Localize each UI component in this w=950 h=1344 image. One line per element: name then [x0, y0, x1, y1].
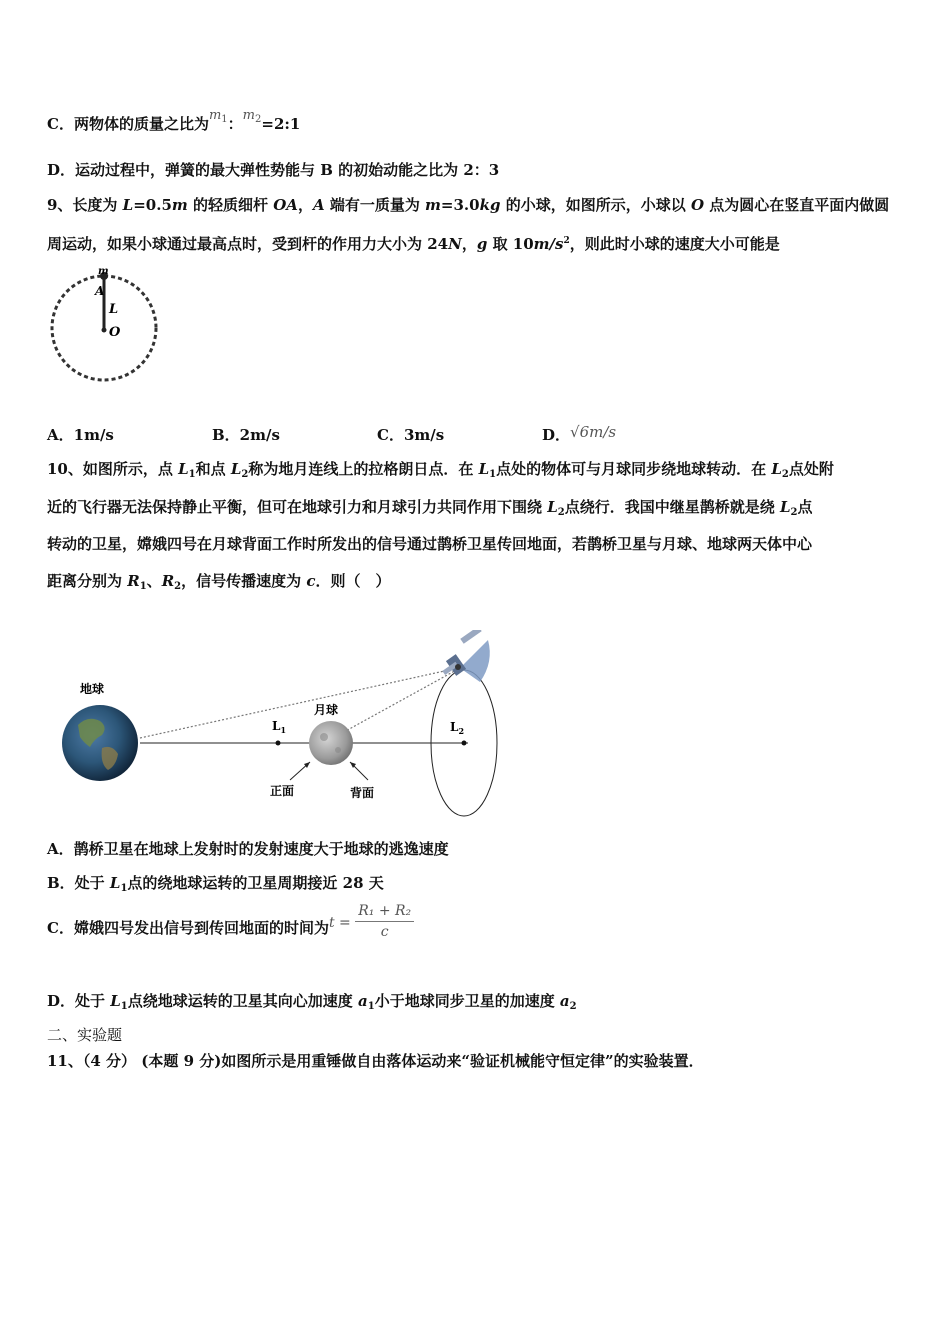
- moon: [309, 721, 353, 765]
- q10-stem-line2: 近的飞行器无法保持静止平衡，但可在地球引力和月球引力共同作用下围绕 $L_2$点绕行．我国中继星鹊桥就是绕 $L_2$点: [47, 498, 813, 518]
- q10-option-a: A．鹊桥卫星在地球上发射时的发射速度大于地球的逃逸速度: [47, 840, 449, 858]
- q9-option-d: D．√6m/s: [542, 423, 617, 444]
- q10-stem-line1: 10、如图所示，点 $L_1$和点 $L_2$称为地月连线上的拉格朗日点．在 $L_1$点处的物体可与月球同步绕地球转动．在 $L_2$点处附: [47, 460, 834, 480]
- label-m: m: [98, 266, 109, 277]
- q8-option-c: C．两物体的质量之比为$m_1$：$m_2=2:1$: [47, 108, 301, 133]
- q9-option-b: B．2m/s: [212, 426, 280, 444]
- q9-circle-figure: [46, 264, 162, 388]
- center-point: [102, 328, 107, 333]
- q9-options: [47, 425, 647, 447]
- l1-label: $L_1$: [272, 719, 287, 735]
- q10-stem-line3: 转动的卫星，嫦娥四号在月球背面工作时所发出的信号通过鹊桥卫星传回地面，若鹊桥卫星与月球、地球两天体中心: [47, 535, 813, 553]
- label-l: L: [109, 302, 119, 317]
- label-o: O: [109, 325, 121, 340]
- back-side-label: 背面: [350, 786, 375, 800]
- earth: [62, 705, 138, 781]
- q10-option-c: C．嫦娥四号发出信号到传回地面的时间为t = $\frac{\text{R₁ + R₂}}{c}$: [47, 906, 414, 951]
- signal-line-moon: [333, 668, 460, 738]
- q9-stem-line2: 周运动，如果小球通过最高点时，受到杆的作用力大小为 24N，g 取 $10m/s^2$，则此时小球的速度大小可能是: [47, 235, 780, 253]
- q9-option-c: C．3m/s: [377, 426, 445, 444]
- q9-stem-line1: 9、长度为 L=0.5m 的轻质细杆 OA，A 端有一质量为 m=3.0kg 的小球，如图所示，小球以 O 点为圆心在竖直平面内做圆: [47, 196, 890, 214]
- front-side-label: 正面: [270, 784, 295, 798]
- l2-label: $L_2$: [450, 720, 465, 736]
- q10-lagrange-figure: [58, 630, 508, 818]
- q11-stem: 11、（4 分） (本题 9 分)如图所示是用重锤做自由落体运动来“验证机械能守恒定律”的实验装置．: [47, 1052, 704, 1070]
- q10-option-d: D．处于 $L_1$点绕地球运转的卫星其向心加速度 $a_1$小于地球同步卫星的加速度 $a_2$: [47, 992, 577, 1012]
- label-a: A: [95, 284, 105, 298]
- l1-point: [276, 741, 281, 746]
- section-heading-experiment: 二、实验题: [47, 1026, 123, 1044]
- time-fraction: $\frac{\text{R₁ + R₂}}{c}$: [355, 901, 414, 942]
- q10-stem-line4: 距离分别为 $R_1$、$R_2$，信号传播速度为 c．则（ ）: [47, 572, 391, 592]
- q8-option-d: D．运动过程中，弹簧的最大弹性势能与 B 的初始动能之比为 2：3: [47, 161, 500, 179]
- earth-label: 地球: [80, 682, 105, 696]
- q10-option-b: B．处于 $L_1$点的绕地球运转的卫星周期接近 28 天: [47, 874, 384, 894]
- signal-line-earth: [140, 668, 458, 738]
- l2-point: [462, 741, 467, 746]
- q9-option-a: A．1m/s: [47, 426, 114, 444]
- moon-label: 月球: [314, 703, 339, 717]
